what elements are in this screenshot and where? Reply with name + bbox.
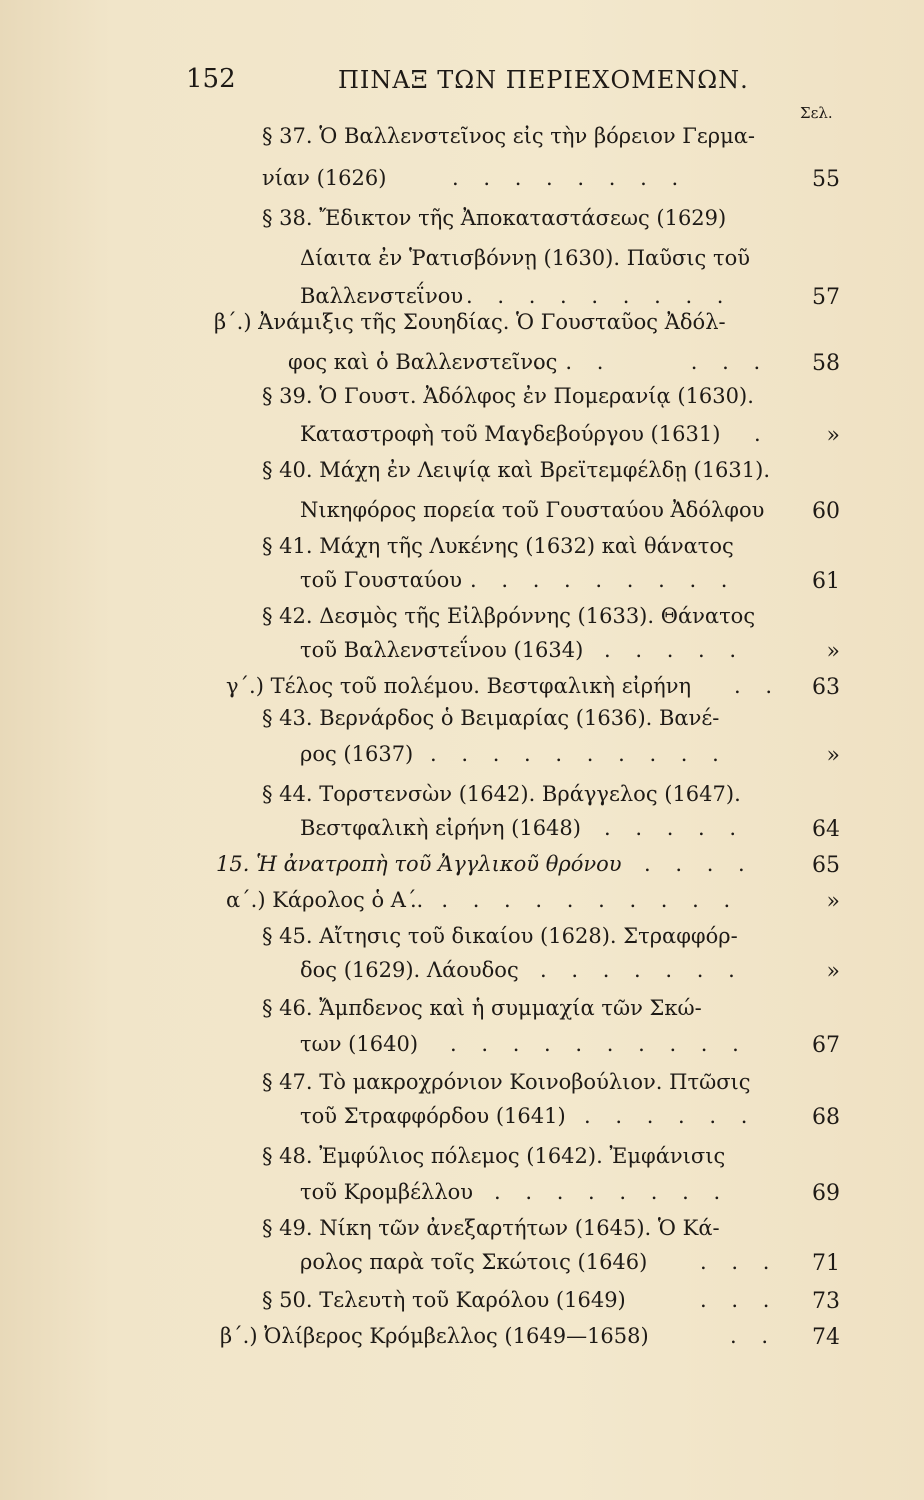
toc-leader-dots: . . . . . . [534,350,770,374]
toc-entry-text: Καταστροφὴ τοῦ Μαγδεβούργου (1631) [300,422,721,446]
toc-page-number: » [826,959,840,984]
toc-entry-text: § 46. Ἄμπδενος καὶ ἡ συμμαχία τῶν Σκώ- [262,996,702,1020]
toc-page-number: 67 [812,1033,840,1058]
toc-entry-text: β΄.) Ἀνάμιξις τῆς Σουηδίας. Ὁ Γουσταῦος Ἀδόλ- [214,310,726,334]
toc-leader-dots: . . [730,1324,778,1348]
toc-entry-text: Βεστφαλικὴ εἰρήνη (1648) [300,816,581,840]
toc-entry-text: § 40. Μάχη ἐν Λειψίᾳ καὶ Βρεϊτεμφέλδῃ (1631). [262,458,771,482]
toc-page-number: 55 [812,167,840,192]
toc-page-number: 68 [812,1105,840,1130]
toc-entry-text: 15. Ἡ ἀνατροπὴ τοῦ Ἀγγλικοῦ θρόνου [216,852,622,876]
toc-entry-text: δος (1629). Λάουδος [300,958,519,982]
toc-entry-text: § 48. Ἐμφύλιος πόλεμος (1642). Ἐμφάνισις [262,1144,726,1168]
page-title: ΠΙΝΑΞ ΤΩΝ ΠΕΡΙΕΧΟΜΕΝΩΝ. [338,66,749,94]
toc-leader-dots: . . . . . . . . . . [450,1032,748,1056]
toc-entry-text: § 39. Ὁ Γουστ. Ἀδόλφος ἐν Πομερανίᾳ (1630). [262,384,754,408]
toc-page-number: » [826,889,840,914]
toc-page-number: » [826,743,840,768]
toc-entry-text: § 42. Δεσμὸς τῆς Εἰλβρόννης (1633). Θάνατος [262,604,756,628]
toc-entry-text: τοῦ Βαλλενστεΐνου (1634) [300,638,584,662]
toc-entry-text: Δίαιτα ἐν Ῥατισβόννῃ (1630). Παῦσις τοῦ [300,246,751,270]
toc-entry-text: β΄.) Ὀλίβερος Κρόμβελλος (1649—1658) [220,1324,649,1348]
toc-leader-dots: . . . . . . . . . . [430,742,728,766]
toc-entry-text: § 44. Τορστενσὼν (1642). Βράγγελος (1647). [262,782,741,806]
toc-page-number: 57 [812,285,840,310]
toc-page-number: 74 [812,1325,840,1350]
toc-leader-dots: . . [734,674,782,698]
toc-page-number: » [826,639,840,664]
toc-entry-text: φος καὶ ὁ Βαλλενστεῖνος [288,350,558,374]
toc-page-number: » [826,423,840,448]
toc-entry-text: ρολος παρὰ τοῖς Σκώτοις (1646) [300,1250,648,1274]
toc-page-number: 65 [812,853,840,878]
toc-page-number: 73 [812,1289,840,1314]
toc-entry-text: των (1640) [300,1032,419,1056]
toc-entry-text: τοῦ Στραφφόρδου (1641) [300,1104,566,1128]
toc-entry-text: § 41. Μάχη τῆς Λυκένης (1632) καὶ θάνατος [262,534,734,558]
toc-leader-dots: . . . . . . . . . [470,568,737,592]
toc-entry-text: τοῦ Γουσταύου [300,568,462,592]
toc-entry-text: γ΄.) Τέλος τοῦ πολέμου. Βεστφαλικὴ εἰρήνη [226,674,692,698]
toc-page-number: 63 [812,675,840,700]
toc-entry-text: § 37. Ὁ Βαλλενστεῖνος εἰς τὴν βόρειον Γερμα- [262,124,755,148]
toc-page-number: 64 [812,817,840,842]
toc-entry-text: § 38. Ἔδικτον τῆς Ἀποκαταστάσεως (1629) [262,206,727,230]
toc-page-number: 61 [812,569,840,594]
toc-entry-text: § 50. Τελευτὴ τοῦ Καρόλου (1649) [262,1288,626,1312]
toc-entry-text: ρος (1637) [300,742,414,766]
toc-leader-dots: . . . . . . . . [494,1180,730,1204]
toc-page-number: 58 [812,351,840,376]
toc-leader-dots: . . . . [644,852,754,876]
toc-leader-dots: . . . [700,1250,779,1274]
toc-leader-dots: . [754,422,770,446]
toc-leader-dots: . . . . . . . . . [466,284,733,308]
toc-leader-dots: . . . . . [604,816,746,840]
page-column-label: Σελ. [800,104,833,122]
toc-entry-text: § 45. Αἴτησις τοῦ δικαίου (1628). Στραφφόρ- [262,924,738,948]
toc-entry-text: § 47. Τὸ μακροχρόνιον Κοινοβούλιον. Πτῶσις [262,1070,751,1094]
toc-page-number: 71 [812,1251,840,1276]
toc-page-number: 60 [812,499,840,524]
toc-leader-dots: . . . . . [604,638,746,662]
toc-leader-dots: . . . [700,1288,779,1312]
toc-leader-dots: . . . . . . . . [452,166,688,190]
toc-leader-dots: . . . . . . . . . . . [410,888,740,912]
toc-entry-text: § 43. Βερνάρδος ὁ Βειμαρίας (1636). Βανέ- [262,706,720,730]
toc-leader-dots: . . . . . . [584,1104,757,1128]
page-number: 152 [186,64,236,94]
toc-page-number: 69 [812,1181,840,1206]
toc-leader-dots: . . . . . . . [540,958,744,982]
toc-entry-text: § 49. Νίκη τῶν ἀνεξαρτήτων (1645). Ὁ Κά- [262,1216,720,1240]
toc-entry-text: α΄.) Κάρολος ὁ Α΄. [226,888,424,912]
toc-entry-text: Νικηφόρος πορεία τοῦ Γουσταύου Ἀδόλφου [300,498,765,522]
toc-entry-text: νίαν (1626) [262,166,387,190]
toc-entry-text: Βαλλενστεΐνου [300,284,464,308]
toc-entry-text: τοῦ Κρομβέλλου [300,1180,474,1204]
